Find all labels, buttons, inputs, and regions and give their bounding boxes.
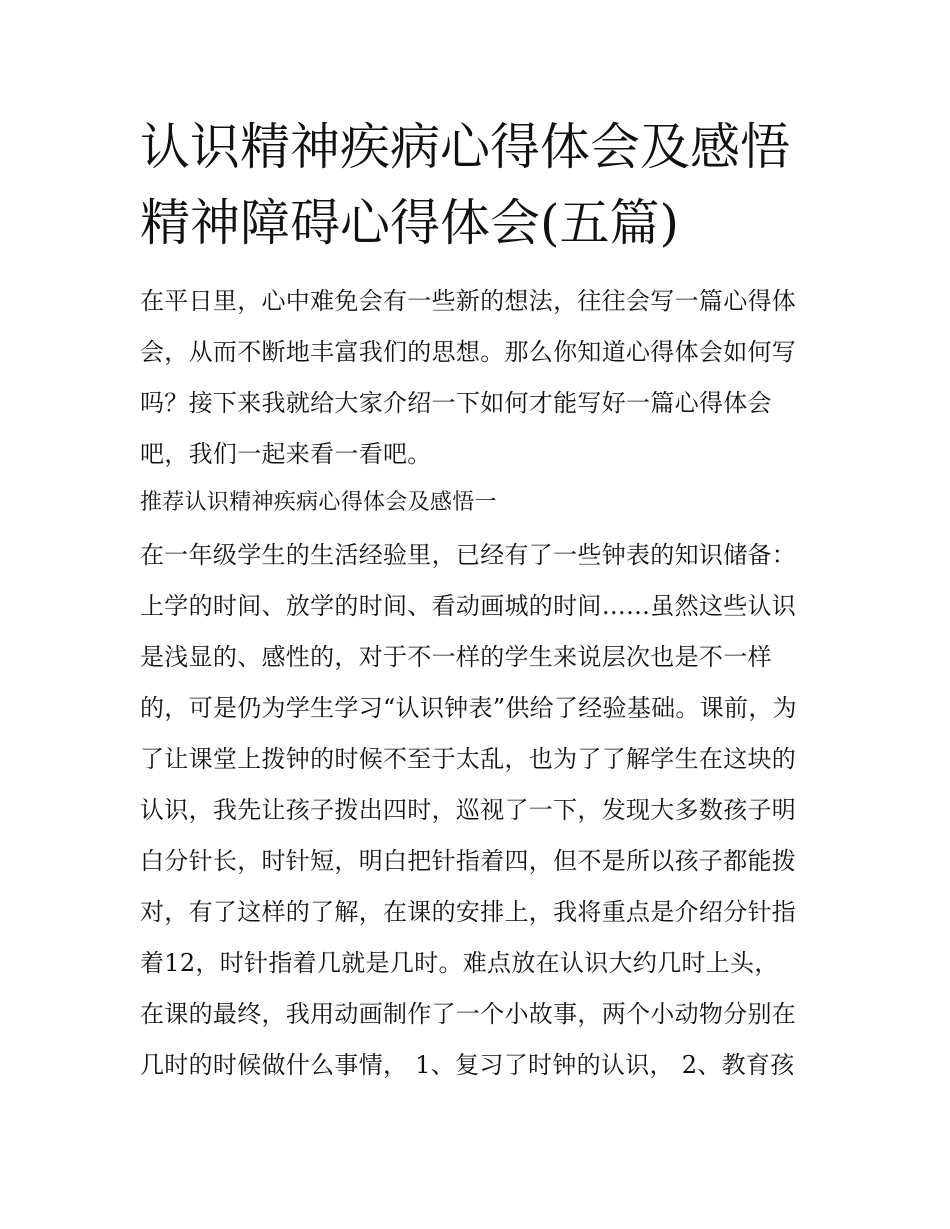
- body-line: 几时的时候做什么事情， 1、复习了时钟的认识， 2、教育孩: [140, 1051, 795, 1079]
- body-line: 白分针长，时针短，明白把针指着四，但不是所以孩子都能拨: [140, 847, 797, 875]
- body-line: 在课的最终，我用动画制作了一个小故事，两个小动物分别在: [140, 1000, 797, 1028]
- section-heading: 推荐认识精神疾病心得体会及感悟一: [140, 490, 497, 515]
- document-title-line-1: 认识精神疾病心得体会及感悟: [140, 118, 790, 176]
- body-line: 是浅显的、感性的，对于不一样的学生来说层次也是不一样: [140, 643, 772, 671]
- body-line: 着12，时针指着几就是几时。难点放在认识大约几时上头，: [140, 949, 779, 977]
- body-line: 对，有了这样的了解，在课的安排上，我将重点是介绍分针指: [140, 898, 797, 926]
- intro-line: 吗？接下来我就给大家介绍一下如何才能写好一篇心得体会: [140, 389, 772, 417]
- body-line: 上学的时间、放学的时间、看动画城的时间……虽然这些认识: [140, 592, 797, 620]
- document-title-line-2: 精神障碍心得体会(五篇): [140, 194, 680, 252]
- body-line: 在一年级学生的生活经验里，已经有了一些钟表的知识储备：: [140, 541, 797, 569]
- intro-line: 在平日里，心中难免会有一些新的想法，往往会写一篇心得体: [140, 287, 797, 315]
- body-line: 认识，我先让孩子拨出四时，巡视了一下，发现大多数孩子明: [140, 796, 797, 824]
- intro-line: 吧，我们一起来看一看吧。: [140, 440, 432, 468]
- intro-line: 会，从而不断地丰富我们的思想。那么你知道心得体会如何写: [140, 338, 797, 366]
- body-line: 的，可是仍为学生学习“认识钟表”供给了经验基础。课前，为: [140, 694, 797, 722]
- body-line: 了让课堂上拨钟的时候不至于太乱，也为了了解学生在这块的: [140, 745, 797, 773]
